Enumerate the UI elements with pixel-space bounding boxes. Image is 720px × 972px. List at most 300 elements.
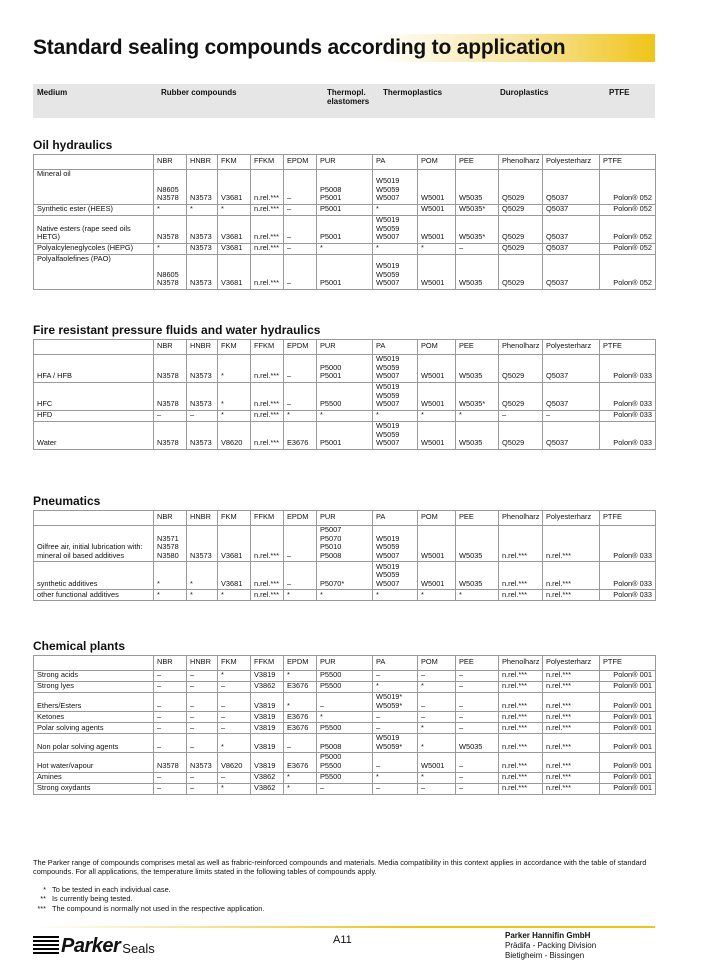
column-header: HNBR bbox=[187, 656, 218, 671]
row-label: Strong lyes bbox=[34, 682, 154, 693]
table-cell: * bbox=[373, 205, 418, 216]
column-header: NBR bbox=[154, 511, 187, 526]
table-cell: N3573 bbox=[187, 383, 218, 411]
footnote bbox=[36, 885, 264, 894]
table-cell: Polon® 001 bbox=[600, 682, 656, 693]
column-header: EPDM bbox=[284, 340, 317, 355]
table-row bbox=[34, 255, 656, 290]
table-cell: – bbox=[154, 723, 187, 734]
table-cell: V8620 bbox=[218, 422, 251, 450]
table-cell: W5019 W5059 W5007 bbox=[373, 562, 418, 590]
table-cell: – bbox=[373, 671, 418, 682]
row-label: Polyalcyleneglycoles (HEPG) bbox=[34, 244, 154, 255]
row-label: Polar solving agents bbox=[34, 723, 154, 734]
table-cell: n.rel.*** bbox=[251, 526, 284, 562]
table-cell: N3578 bbox=[154, 422, 187, 450]
table-row bbox=[34, 422, 656, 450]
parker-stripes-icon bbox=[33, 936, 59, 956]
table-cell: Polon® 052 bbox=[600, 244, 656, 255]
table-cell: Q5029 bbox=[499, 216, 543, 244]
table-cell: n.rel.*** bbox=[543, 682, 600, 693]
table-cell: – bbox=[154, 772, 187, 783]
table-cell: V3681 bbox=[218, 170, 251, 205]
table-cell: * bbox=[154, 244, 187, 255]
column-header: PA bbox=[373, 340, 418, 355]
table-cell: * bbox=[284, 772, 317, 783]
section-title: Pneumatics bbox=[33, 494, 101, 508]
table-row bbox=[34, 734, 656, 753]
footnote-mark: ** bbox=[40, 894, 46, 904]
table-cell: – bbox=[154, 693, 187, 712]
table-cell: n.rel.*** bbox=[543, 734, 600, 753]
table-cell: P5500 bbox=[317, 723, 373, 734]
table-cell: Polon® 001 bbox=[600, 734, 656, 753]
table-cell: * bbox=[418, 590, 456, 601]
table-cell: * bbox=[373, 772, 418, 783]
table-cell: * bbox=[456, 590, 499, 601]
table-cell: * bbox=[218, 411, 251, 422]
table-row bbox=[34, 753, 656, 772]
table-cell: W5035 bbox=[456, 526, 499, 562]
table-cell: – bbox=[154, 671, 187, 682]
table-cell: P5001 bbox=[317, 422, 373, 450]
table-cell: – bbox=[154, 682, 187, 693]
table-cell: N3573 bbox=[187, 255, 218, 290]
row-label: Synthetic ester (HEES) bbox=[34, 205, 154, 216]
table-cell: Polon® 001 bbox=[600, 671, 656, 682]
table-row bbox=[34, 383, 656, 411]
table-cell: P5008 P5001 bbox=[317, 170, 373, 205]
table-cell: Q5029 bbox=[499, 244, 543, 255]
table-cell: V3862 bbox=[251, 772, 284, 783]
table-cell: – bbox=[456, 783, 499, 794]
column-header: PUR bbox=[317, 511, 373, 526]
table-cell: – bbox=[373, 723, 418, 734]
table-cell: * bbox=[418, 682, 456, 693]
table-cell: – bbox=[218, 682, 251, 693]
column-header: FKM bbox=[218, 340, 251, 355]
table-cell: V3819 bbox=[251, 671, 284, 682]
table-cell: – bbox=[456, 244, 499, 255]
table-cell: * bbox=[418, 244, 456, 255]
table-cell: Q5029 bbox=[499, 422, 543, 450]
table-cell: N3578 bbox=[154, 355, 187, 383]
table-cell: Q5037 bbox=[543, 244, 600, 255]
table-cell: Q5029 bbox=[499, 170, 543, 205]
table-cell: – bbox=[456, 723, 499, 734]
table-cell: – bbox=[418, 671, 456, 682]
table-cell: W5001 bbox=[418, 170, 456, 205]
table-cell: * bbox=[456, 411, 499, 422]
table-cell: E3676 bbox=[284, 753, 317, 772]
table-cell: N3573 bbox=[187, 244, 218, 255]
table-cell: Polon® 001 bbox=[600, 712, 656, 723]
table-cell: * bbox=[218, 783, 251, 794]
table-cell: Polon® 033 bbox=[600, 383, 656, 411]
column-header: FFKM bbox=[251, 340, 284, 355]
column-header: HNBR bbox=[187, 155, 218, 170]
row-label: Hot water/vapour bbox=[34, 753, 154, 772]
footnote-mark: *** bbox=[37, 903, 46, 913]
section-title: Fire resistant pressure fluids and water hydraulics bbox=[33, 323, 321, 337]
table-cell: E3676 bbox=[284, 422, 317, 450]
table-cell: n.rel.*** bbox=[543, 772, 600, 783]
table-cell: – bbox=[218, 712, 251, 723]
footnote-text: To be tested in each individual case. bbox=[52, 885, 171, 894]
table-cell: P5007 P5070 P5010 P5008 bbox=[317, 526, 373, 562]
parker-logo bbox=[33, 936, 155, 956]
table-cell: n.rel.*** bbox=[543, 562, 600, 590]
table-cell: n.rel.*** bbox=[499, 693, 543, 712]
row-label: Water bbox=[34, 422, 154, 450]
table-cell: n.rel.*** bbox=[251, 383, 284, 411]
table-cell: n.rel.*** bbox=[499, 753, 543, 772]
table-cell: – bbox=[154, 783, 187, 794]
column-header: Phenolharz bbox=[499, 656, 543, 671]
table-cell: V3681 bbox=[218, 255, 251, 290]
table-cell: Q5037 bbox=[543, 216, 600, 244]
table-cell: n.rel.*** bbox=[251, 205, 284, 216]
row-label: synthetic additives bbox=[34, 562, 154, 590]
table-cell: V3819 bbox=[251, 693, 284, 712]
table-cell: n.rel.*** bbox=[499, 671, 543, 682]
table-cell: – bbox=[218, 772, 251, 783]
table-cell: – bbox=[284, 383, 317, 411]
table-cell: Q5029 bbox=[499, 383, 543, 411]
row-label: Amines bbox=[34, 772, 154, 783]
column-header: Polyesterharz bbox=[543, 511, 600, 526]
table-cell: n.rel.*** bbox=[251, 355, 284, 383]
footnote-text: The compound is normally not used in the respective application. bbox=[52, 903, 265, 913]
column-header bbox=[34, 155, 154, 170]
column-header: EPDM bbox=[284, 656, 317, 671]
table-cell: * bbox=[317, 411, 373, 422]
table-row bbox=[34, 411, 656, 422]
column-header: HNBR bbox=[187, 340, 218, 355]
table-cell: Polon® 052 bbox=[600, 205, 656, 216]
column-header: FKM bbox=[218, 511, 251, 526]
section-title: Chemical plants bbox=[33, 639, 126, 653]
column-header: Polyesterharz bbox=[543, 656, 600, 671]
compatibility-note: The Parker range of compounds comprises metal as well as frabric-reinforced compounds and materials. Media compatibility in this context applies in accordance with the table of standard compounds. For all applications, the temperature limits stated in the following tables of compounds apply. bbox=[33, 858, 647, 877]
table-cell: * bbox=[418, 772, 456, 783]
table-cell: Polon® 052 bbox=[600, 216, 656, 244]
page-title: Standard sealing compounds according to application bbox=[33, 36, 566, 59]
table-cell: – bbox=[499, 411, 543, 422]
table-cell: W5001 bbox=[418, 255, 456, 290]
table-cell: n.rel.*** bbox=[543, 783, 600, 794]
table-header-row bbox=[34, 340, 656, 355]
company-division: Prädifa - Packing Division bbox=[505, 941, 597, 950]
company-location: Bietigheim - Bissingen bbox=[505, 951, 585, 960]
table-cell: W5035* bbox=[456, 216, 499, 244]
table-cell: V3681 bbox=[218, 244, 251, 255]
table-cell: * bbox=[154, 590, 187, 601]
table-cell: * bbox=[418, 723, 456, 734]
row-label: Non polar solving agents bbox=[34, 734, 154, 753]
column-header: PTFE bbox=[600, 340, 656, 355]
table-cell: W5001 bbox=[418, 562, 456, 590]
table-cell: N8605 N3578 bbox=[154, 255, 187, 290]
table-cell: Q5037 bbox=[543, 170, 600, 205]
column-header: PEE bbox=[456, 511, 499, 526]
table-cell: n.rel.*** bbox=[499, 772, 543, 783]
table-cell: – bbox=[218, 693, 251, 712]
footnote-text: Is currently being tested. bbox=[52, 894, 133, 904]
table-cell: E3676 bbox=[284, 712, 317, 723]
table-cell: n.rel.*** bbox=[543, 712, 600, 723]
table-cell: Q5037 bbox=[543, 205, 600, 216]
table-cell: W5035 bbox=[456, 562, 499, 590]
table-row bbox=[34, 671, 656, 682]
footnote bbox=[36, 894, 264, 903]
table-cell: Polon® 001 bbox=[600, 772, 656, 783]
table-cell: W5019 W5059 W5007 bbox=[373, 422, 418, 450]
title-bar bbox=[33, 34, 655, 62]
table-cell: * bbox=[218, 205, 251, 216]
table-cell: W5035 bbox=[456, 734, 499, 753]
table-cell: – bbox=[284, 562, 317, 590]
column-header: Phenolharz bbox=[499, 155, 543, 170]
table-cell: – bbox=[284, 355, 317, 383]
table-cell: n.rel.*** bbox=[543, 753, 600, 772]
table-cell: – bbox=[284, 170, 317, 205]
table-cell: n.rel.*** bbox=[251, 170, 284, 205]
column-header: FFKM bbox=[251, 656, 284, 671]
table-cell: * bbox=[218, 671, 251, 682]
table-row bbox=[34, 216, 656, 244]
column-header: EPDM bbox=[284, 511, 317, 526]
column-header bbox=[34, 656, 154, 671]
table-cell: – bbox=[373, 753, 418, 772]
table-cell: N8605 N3578 bbox=[154, 170, 187, 205]
table-row bbox=[34, 526, 656, 562]
table-cell: Polon® 001 bbox=[600, 783, 656, 794]
footnote-mark: * bbox=[43, 885, 46, 894]
company-block bbox=[505, 931, 596, 961]
table-cell: * bbox=[284, 411, 317, 422]
column-header: EPDM bbox=[284, 155, 317, 170]
column-header: PUR bbox=[317, 340, 373, 355]
table-cell: – bbox=[187, 411, 218, 422]
table-cell: P5500 bbox=[317, 682, 373, 693]
table-cell: – bbox=[418, 693, 456, 712]
footnotes bbox=[36, 885, 264, 913]
column-header: PA bbox=[373, 656, 418, 671]
table-cell: V8620 bbox=[218, 753, 251, 772]
table-cell: Q5037 bbox=[543, 255, 600, 290]
table-cell: n.rel.*** bbox=[499, 712, 543, 723]
table-cell: * bbox=[218, 590, 251, 601]
table-cell: W5001 bbox=[418, 753, 456, 772]
table-cell: Polon® 001 bbox=[600, 753, 656, 772]
table-row bbox=[34, 562, 656, 590]
table-cell: * bbox=[218, 355, 251, 383]
table-cell: Polon® 033 bbox=[600, 526, 656, 562]
column-header: FFKM bbox=[251, 511, 284, 526]
table-row bbox=[34, 723, 656, 734]
table-cell: * bbox=[373, 244, 418, 255]
table-cell: * bbox=[284, 693, 317, 712]
category-header bbox=[33, 84, 655, 118]
table-cell: – bbox=[154, 411, 187, 422]
table-cell: * bbox=[373, 590, 418, 601]
table-cell: Q5037 bbox=[543, 422, 600, 450]
table-cell: N3573 bbox=[187, 170, 218, 205]
table-cell: – bbox=[317, 783, 373, 794]
table-cell: P5008 bbox=[317, 734, 373, 753]
table-cell: Polon® 033 bbox=[600, 562, 656, 590]
table-cell: – bbox=[187, 772, 218, 783]
column-header: POM bbox=[418, 511, 456, 526]
table-cell: N3578 bbox=[154, 216, 187, 244]
table-cell: N3573 bbox=[187, 753, 218, 772]
table-cell: V3862 bbox=[251, 682, 284, 693]
table-cell: – bbox=[218, 723, 251, 734]
table-cell: – bbox=[373, 712, 418, 723]
row-label: Polyalfaolefines (PAO) bbox=[34, 255, 154, 290]
table-cell: n.rel.*** bbox=[251, 244, 284, 255]
table-cell: V3862 bbox=[251, 783, 284, 794]
table-cell: n.rel.*** bbox=[251, 422, 284, 450]
table-cell: * bbox=[373, 682, 418, 693]
column-header: Phenolharz bbox=[499, 511, 543, 526]
table-cell: n.rel.*** bbox=[251, 216, 284, 244]
table-cell: W5019 W5059* bbox=[373, 734, 418, 753]
column-header bbox=[34, 511, 154, 526]
header-duroplastics: Duroplastics bbox=[500, 88, 549, 97]
table-cell: Polon® 033 bbox=[600, 355, 656, 383]
table-cell: * bbox=[218, 383, 251, 411]
table-cell: V3819 bbox=[251, 753, 284, 772]
column-header: PEE bbox=[456, 155, 499, 170]
table-cell: Q5029 bbox=[499, 255, 543, 290]
row-label: HFD bbox=[34, 411, 154, 422]
table-cell: V3681 bbox=[218, 562, 251, 590]
table-cell: * bbox=[418, 411, 456, 422]
table-cell: W5019 W5059 W5007 bbox=[373, 170, 418, 205]
header-thermopl: Thermopl. elastomers bbox=[327, 88, 370, 106]
table-cell: – bbox=[317, 693, 373, 712]
column-header: PA bbox=[373, 155, 418, 170]
table-cell: W5019* W5059* bbox=[373, 693, 418, 712]
table-cell: * bbox=[317, 590, 373, 601]
table-header-row bbox=[34, 656, 656, 671]
table-cell: – bbox=[456, 693, 499, 712]
row-label: Mineral oil bbox=[34, 170, 154, 205]
table-cell: W5019 W5059 W5007 bbox=[373, 216, 418, 244]
table-cell: W5035 bbox=[456, 255, 499, 290]
table-cell: W5001 bbox=[418, 216, 456, 244]
table-row bbox=[34, 693, 656, 712]
table-row bbox=[34, 590, 656, 601]
table-cell: – bbox=[456, 682, 499, 693]
table-cell: P5001 bbox=[317, 255, 373, 290]
header-ptfe: PTFE bbox=[609, 88, 630, 97]
table-cell: – bbox=[543, 411, 600, 422]
compound-table bbox=[33, 655, 656, 795]
row-label: Ketones bbox=[34, 712, 154, 723]
table-row bbox=[34, 244, 656, 255]
company-name: Parker Hannifin GmbH bbox=[505, 931, 591, 940]
table-cell: W5019 W5059 W5007 bbox=[373, 383, 418, 411]
table-header-row bbox=[34, 511, 656, 526]
table-cell: * bbox=[218, 734, 251, 753]
table-cell: * bbox=[284, 590, 317, 601]
page-number: A11 bbox=[333, 934, 352, 946]
row-label: other functional additives bbox=[34, 590, 154, 601]
compound-table bbox=[33, 154, 656, 290]
table-cell: n.rel.*** bbox=[499, 682, 543, 693]
column-header: FKM bbox=[218, 155, 251, 170]
table-cell: Polon® 001 bbox=[600, 693, 656, 712]
table-cell: – bbox=[456, 753, 499, 772]
table-cell: N3573 bbox=[187, 355, 218, 383]
column-header: PEE bbox=[456, 656, 499, 671]
table-cell: V3681 bbox=[218, 526, 251, 562]
table-cell: n.rel.*** bbox=[543, 671, 600, 682]
table-cell: W5035* bbox=[456, 205, 499, 216]
column-header: Phenolharz bbox=[499, 340, 543, 355]
column-header: NBR bbox=[154, 340, 187, 355]
column-header: POM bbox=[418, 656, 456, 671]
header-medium: Medium bbox=[37, 88, 68, 97]
column-header: FKM bbox=[218, 656, 251, 671]
table-cell: – bbox=[456, 712, 499, 723]
column-header: FFKM bbox=[251, 155, 284, 170]
table-cell: n.rel.*** bbox=[543, 723, 600, 734]
footnote bbox=[36, 904, 264, 913]
table-cell: Q5029 bbox=[499, 355, 543, 383]
table-cell: P5001 bbox=[317, 216, 373, 244]
column-header: NBR bbox=[154, 155, 187, 170]
table-cell: n.rel.*** bbox=[499, 526, 543, 562]
table-cell: n.rel.*** bbox=[499, 734, 543, 753]
table-cell: W5019 W5059 W5007 bbox=[373, 255, 418, 290]
column-header: PEE bbox=[456, 340, 499, 355]
table-cell: E3676 bbox=[284, 682, 317, 693]
table-cell: n.rel.*** bbox=[251, 562, 284, 590]
table-cell: N3573 bbox=[187, 422, 218, 450]
table-cell: W5019 W5059 W5007 bbox=[373, 526, 418, 562]
table-cell: n.rel.*** bbox=[251, 411, 284, 422]
table-cell: n.rel.*** bbox=[543, 693, 600, 712]
table-cell: – bbox=[456, 772, 499, 783]
table-row bbox=[34, 712, 656, 723]
table-cell: * bbox=[418, 734, 456, 753]
table-row bbox=[34, 205, 656, 216]
row-label: Oilfree air, initial lubrication with: mineral oil based additives bbox=[34, 526, 154, 562]
table-cell: V3819 bbox=[251, 723, 284, 734]
table-cell: P5000 P5500 bbox=[317, 753, 373, 772]
table-cell: – bbox=[187, 734, 218, 753]
table-cell: E3676 bbox=[284, 723, 317, 734]
table-cell: W5001 bbox=[418, 355, 456, 383]
column-header: POM bbox=[418, 340, 456, 355]
table-cell: P5070* bbox=[317, 562, 373, 590]
table-cell: W5019 W5059 W5007 bbox=[373, 355, 418, 383]
table-cell: V3819 bbox=[251, 712, 284, 723]
table-cell: V3819 bbox=[251, 734, 284, 753]
table-cell: N3578 bbox=[154, 753, 187, 772]
table-cell: Polon® 052 bbox=[600, 170, 656, 205]
table-cell: W5001 bbox=[418, 205, 456, 216]
table-cell: – bbox=[187, 682, 218, 693]
table-cell: – bbox=[418, 783, 456, 794]
table-cell: * bbox=[187, 205, 218, 216]
table-cell: n.rel.*** bbox=[543, 526, 600, 562]
table-cell: * bbox=[154, 205, 187, 216]
